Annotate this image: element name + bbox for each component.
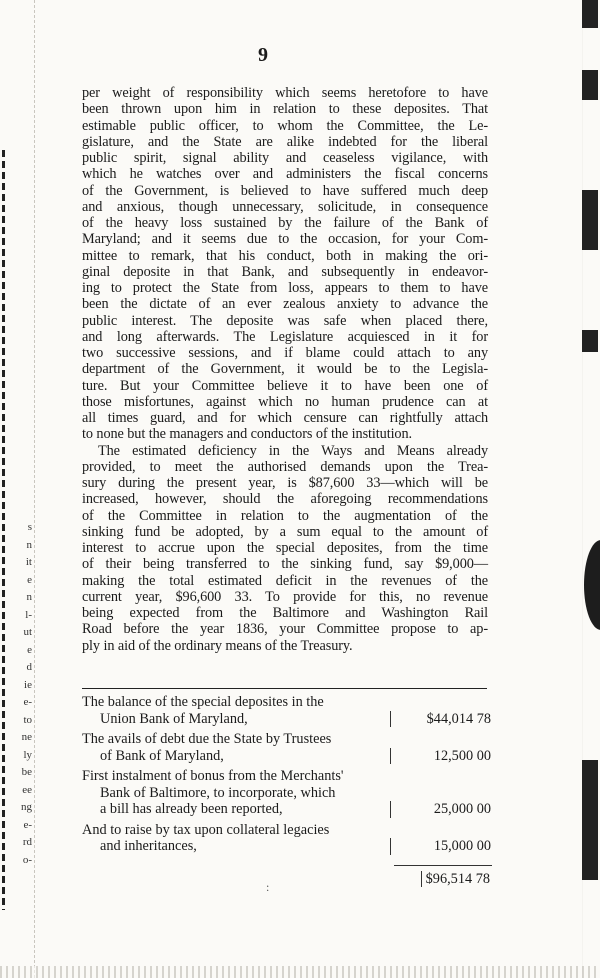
text-line: Road before the year 1836, your Committee propose to ap- xyxy=(82,621,488,638)
body-text xyxy=(82,85,488,654)
text-line: ply in aid of the ordinary means of the Treasury. xyxy=(82,637,353,654)
facing-page-fragment: ee xyxy=(22,783,32,796)
page-number: 9 xyxy=(258,44,268,66)
summary-row xyxy=(82,694,492,727)
summary-description-line: Union Bank of Maryland, xyxy=(100,710,248,727)
facing-page-fragment: o- xyxy=(22,853,32,866)
facing-page-fragment: ly xyxy=(23,748,32,761)
scan-artifact xyxy=(582,0,598,28)
text-line: provided, to meet the authorised demands upon the Trea- xyxy=(82,458,488,475)
text-line: public interest. The deposite was safe when placed there, xyxy=(82,312,488,329)
text-line: ginal deposite in that Bank, and subsequently in endeavor- xyxy=(82,263,488,280)
summary-description xyxy=(82,768,390,818)
text-line: estimable public officer, to whom the Committee, the Le- xyxy=(82,117,488,134)
facing-page-fragment: e xyxy=(27,643,32,656)
text-line: public spirit, signal ability and ceaseless vigilance, with xyxy=(82,150,488,166)
scan-artifact xyxy=(582,70,598,100)
summary-description xyxy=(82,822,390,855)
summary-row xyxy=(82,822,492,855)
text-line: those misfortunes, against which no human prudence can at xyxy=(82,393,488,410)
facing-page-fragment: ne xyxy=(21,731,32,743)
facing-page-fragment: n xyxy=(26,538,32,551)
text-line: and long afterwards. The Legislature acquiesced in it for xyxy=(82,328,488,345)
summary-row xyxy=(82,768,492,818)
text-line: being expected from the Baltimore and Washington Rail xyxy=(82,605,488,621)
text-line: The estimated deficiency in the Ways and Means already xyxy=(98,442,488,459)
summary-description-line: of Bank of Maryland, xyxy=(100,747,224,764)
facing-page-fragment: e- xyxy=(23,818,32,831)
scan-artifact xyxy=(582,190,598,250)
summary-description xyxy=(82,731,390,764)
facing-page-fragment: e xyxy=(27,573,32,586)
text-line: per weight of responsibility which seems heretofore to have xyxy=(82,85,488,101)
summary-amount: 25,000 00 xyxy=(390,801,491,818)
scan-bottom-noise xyxy=(0,966,600,978)
text-line: of the heavy loss sustained by the failure of the Bank of xyxy=(82,215,488,231)
summary-row xyxy=(82,731,492,764)
facing-page-fragment: it xyxy=(25,556,32,568)
text-line: gislature, and the State are alike indebted for the liberal xyxy=(82,133,488,150)
scan-artifact xyxy=(584,540,600,630)
text-line: ing to protect the State from loss, appears to them to have xyxy=(82,280,488,296)
text-line: Maryland; and it seems due to the occasion, for your Com- xyxy=(82,231,488,248)
text-line: all times guard, and for which censure can rightfully attach xyxy=(82,410,488,426)
facing-page-fragment: e- xyxy=(23,696,32,708)
summary-description-line: First instalment of bonus from the Merchants' xyxy=(82,768,344,784)
summary-description-line: and inheritances, xyxy=(100,838,197,854)
facing-page-fragment: to xyxy=(23,713,32,726)
text-line: department of the Government, it would be to the Legisla- xyxy=(82,361,488,378)
funding-summary-table xyxy=(82,694,492,893)
text-line: which he watches over and administers the fiscal concerns xyxy=(82,166,488,183)
summary-total: $96,514 78 xyxy=(421,871,490,888)
total-rule xyxy=(394,865,492,866)
summary-description-line: a bill has already been reported, xyxy=(100,801,283,817)
facing-page-fragment: ut xyxy=(23,626,32,638)
text-line: of the Committee in relation to the augmentation of the xyxy=(82,507,488,524)
summary-amount: $44,014 78 xyxy=(390,711,491,728)
text-line: been the dictate of an ever zealous anxiety to advance the xyxy=(82,296,488,313)
text-line: increased, however, should the aforegoing recommendations xyxy=(82,491,488,508)
text-line: making the total estimated deficit in the revenues of the xyxy=(82,572,488,589)
summary-description-line: The avails of debt due the State by Trustees xyxy=(82,731,332,747)
summary-amount: 15,000 00 xyxy=(390,838,491,855)
summary-description-line: The balance of the special deposites in the xyxy=(82,694,324,710)
scan-artifact xyxy=(582,330,598,352)
text-line: sinking fund be adopted, by a sum equal to the amount of xyxy=(82,523,488,540)
facing-page-fragment: l- xyxy=(25,608,32,621)
text-line: been thrown upon him in relation to these deposites. That xyxy=(82,101,488,118)
table-top-rule xyxy=(82,688,487,689)
text-line: to none but the managers and conductors of the institution. xyxy=(82,426,413,443)
facing-page-fragment: d xyxy=(26,661,32,673)
printer-mark: : xyxy=(266,880,270,894)
binding-shadow xyxy=(2,150,5,910)
text-line: current year, $96,600 33. To provide for this, no revenue xyxy=(82,588,488,605)
summary-description xyxy=(82,694,390,727)
text-line: mittee to remark, that his conduct, both in making the ori- xyxy=(82,247,488,264)
left-page-edge xyxy=(0,0,35,978)
summary-amount: 12,500 00 xyxy=(390,748,491,765)
text-line: and anxious, though unnecessary, solicitude, in consequence xyxy=(82,198,488,215)
summary-total-row xyxy=(82,863,492,893)
facing-page-fragment: s xyxy=(27,521,32,533)
summary-description-line: And to raise by tax upon collateral legacies xyxy=(82,821,330,838)
right-page-edge xyxy=(578,0,600,978)
summary-description-line: Bank of Baltimore, to incorporate, which xyxy=(100,784,336,801)
text-line: interest to accrue upon the special deposites, from the time xyxy=(82,540,488,556)
facing-page-fragment: be xyxy=(21,766,32,778)
facing-page-fragment: ng xyxy=(21,801,32,813)
text-line: of the Government, is believed to have suffered much deep xyxy=(82,182,488,199)
facing-page-fragment: n xyxy=(26,591,32,603)
text-line: two successive sessions, and if blame could attach to any xyxy=(82,345,488,361)
text-line: of their being transferred to the sinking fund, say $9,000— xyxy=(82,556,488,573)
facing-page-fragment: rd xyxy=(22,836,32,848)
text-line: sury during the present year, is $87,600 33—which will be xyxy=(82,475,488,491)
scan-artifact xyxy=(582,760,598,880)
text-line: ture. But your Committee believe it to have been one of xyxy=(82,377,488,394)
facing-page-fragment: ie xyxy=(24,678,32,691)
